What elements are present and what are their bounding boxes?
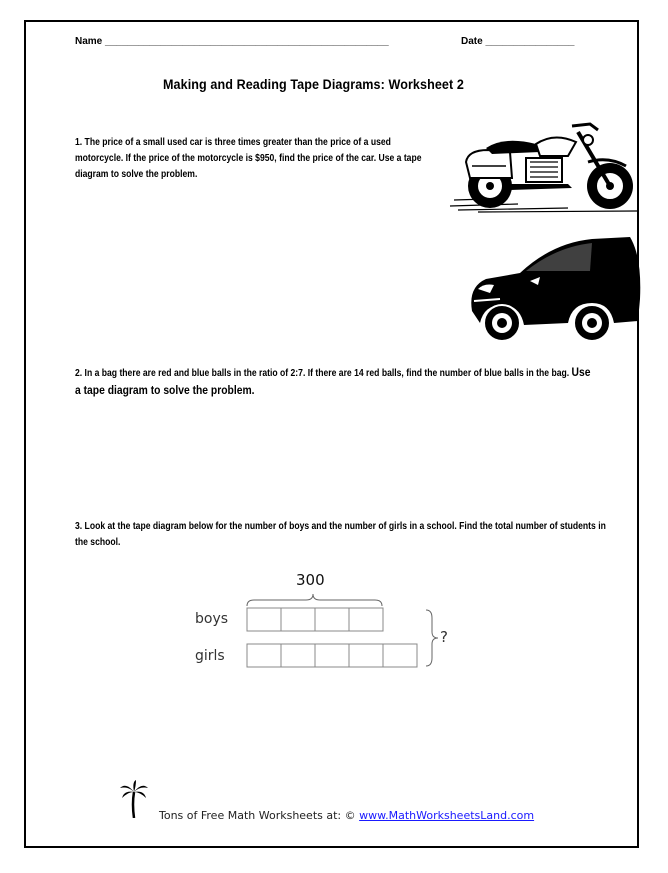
date-line: Date ________________ xyxy=(461,36,575,47)
boys-brace xyxy=(247,594,382,606)
footer xyxy=(159,809,534,822)
question-2 xyxy=(75,364,591,400)
page-title: Making and Reading Tape Diagrams: Worksheet 2 xyxy=(163,77,464,92)
question-2-part-b: Use a tape diagram to solve the problem. xyxy=(75,365,591,397)
question-3: 3. Look at the tape diagram below for the number of boys and the number of girls in a school. Find the total number of students in the school. xyxy=(75,521,606,548)
boys-label: boys xyxy=(195,611,229,627)
question-2-part-a: 2. In a bag there are red and blue balls in the ratio of 2:7. If there are 14 red balls, find the number of blue balls in the bag. xyxy=(75,368,572,379)
car-icon xyxy=(464,237,642,345)
motorcycle-icon xyxy=(448,122,644,214)
girls-label: girls xyxy=(195,648,225,664)
tape-diagram xyxy=(240,588,460,670)
footer-text: Tons of Free Math Worksheets at: © xyxy=(159,809,360,822)
total-brace xyxy=(426,610,438,666)
unknown-total-label: ? xyxy=(440,628,448,646)
question-1: 1. The price of a small used car is three times greater than the price of a used motorcycle. If the price of the motorcycle is $950, find the price of the car. Use a tape diagram to solve the problem. xyxy=(75,137,422,180)
tape-total-label: 300 xyxy=(296,571,325,589)
boys-tape xyxy=(247,608,383,631)
footer-link[interactable]: www.MathWorksheetsLand.com xyxy=(359,809,535,822)
palm-tree-icon xyxy=(120,780,148,818)
name-line: Name ___________________________________________________ xyxy=(75,36,389,47)
girls-tape xyxy=(247,644,417,667)
